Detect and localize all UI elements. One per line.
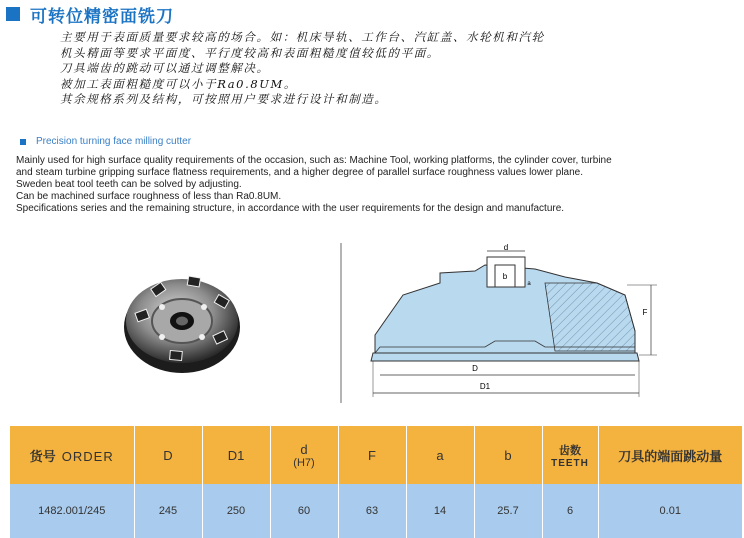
table-row	[10, 484, 742, 538]
header-a: a	[406, 426, 474, 484]
cell-D1: 250	[202, 484, 270, 538]
description-cn-line: 机头精面等要求平面度、平行度较高和表面粗糙度值较低的平面。	[60, 45, 440, 60]
header-teeth	[542, 426, 598, 484]
bottom-flange	[371, 353, 639, 361]
description-en	[16, 155, 741, 215]
dim-label-d: d	[503, 243, 509, 252]
description-en-line: Mainly used for high surface quality requirements of the occasion, such as: Machine Tool, working platforms, the cylinder cover, turbine	[16, 155, 612, 166]
dim-label-D: D	[472, 364, 478, 373]
dim-label-f: F	[642, 308, 648, 317]
cell-order: 1482.001/245	[10, 484, 134, 538]
description-en-line: Specifications series and the remaining structure, in accordance with the user requirements for the design and manufacture.	[16, 203, 565, 214]
subtitle-en	[20, 136, 191, 147]
header-order	[10, 426, 134, 484]
dim-label-b: b	[502, 272, 508, 281]
header-runout: 刀具的端面跳动量	[598, 426, 742, 484]
description-cn-line: 被加工表面粗糙度可以小于Ra0.8UM。	[60, 76, 298, 91]
title-text: 可转位精密面铣刀	[30, 6, 174, 27]
header-d	[270, 426, 338, 484]
header-d-label: d	[300, 441, 308, 457]
header-order-cn: 货号	[29, 448, 56, 464]
description-cn-line: 主要用于表面质量要求较高的场合。如：机床导轨、工作台、汽缸盖、水轮机和汽轮	[60, 30, 545, 44]
subtitle-bullet-icon	[20, 139, 26, 145]
cell-runout: 0.01	[598, 484, 742, 538]
title-marker	[6, 7, 20, 21]
hatched-section	[545, 283, 635, 351]
cell-teeth: 6	[542, 484, 598, 538]
header-F: F	[338, 426, 406, 484]
header-order-en: ORDER	[61, 448, 114, 464]
description-cn	[60, 30, 740, 108]
table-header-row	[10, 426, 742, 484]
header-teeth-cn: 齿数	[559, 444, 581, 457]
page-title	[6, 3, 174, 25]
cell-D: 245	[134, 484, 202, 538]
cutter-photo	[122, 267, 242, 379]
cell-d: 60	[270, 484, 338, 538]
cell-b: 25.7	[474, 484, 542, 538]
spec-table	[10, 426, 742, 538]
cell-F: 63	[338, 484, 406, 538]
header-D: D	[134, 426, 202, 484]
header-D1: D1	[202, 426, 270, 484]
cutter-drawing	[335, 243, 680, 403]
dim-label-D1: D1	[479, 382, 491, 391]
description-en-line: Sweden beat tool teeth can be solved by adjusting.	[16, 179, 242, 190]
description-en-line: and steam turbine gripping surface flatness requirements, and a higher degree of parallel surface roughness values lower plane.	[16, 167, 584, 178]
header-teeth-en: TEETH	[551, 457, 589, 469]
cell-a: 14	[406, 484, 474, 538]
description-cn-line: 刀具端齿的跳动可以通过调整解决。	[60, 61, 270, 75]
header-d-sub: (H7)	[293, 456, 315, 469]
description-cn-line: 其余规格系列及结构，可按照用户要求进行设计和制造。	[60, 92, 388, 106]
header-b: b	[474, 426, 542, 484]
subtitle-en-text: Precision turning face milling cutter	[36, 136, 192, 147]
description-en-line: Can be machined surface roughness of less than Ra0.8UM.	[16, 191, 282, 202]
dim-label-a: a	[527, 281, 531, 287]
